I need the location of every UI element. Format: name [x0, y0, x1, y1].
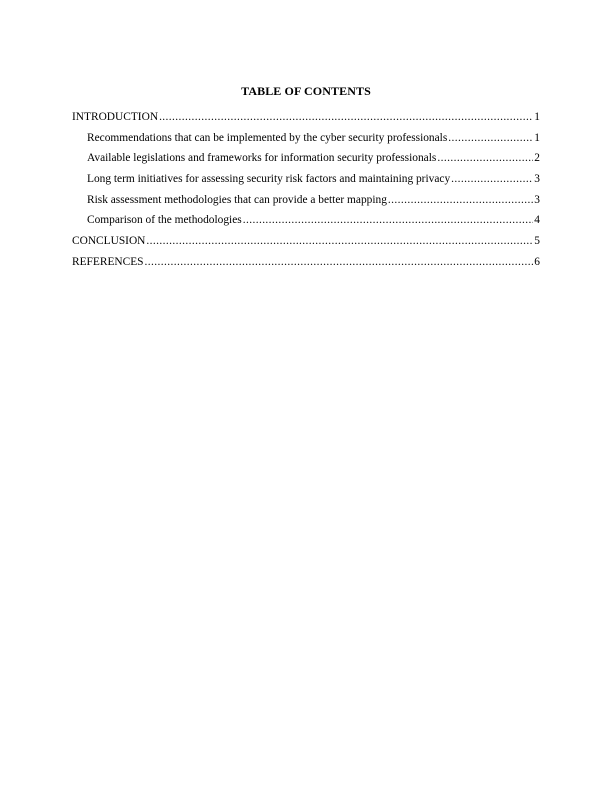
toc-dot-leader [243, 213, 534, 227]
toc-entry-recommendations[interactable] [72, 131, 540, 152]
toc-page-number: 2 [534, 152, 540, 165]
toc-entry-label: INTRODUCTION [72, 111, 159, 123]
toc-dot-leader [146, 234, 533, 248]
toc-dot-leader [437, 151, 533, 165]
toc-entry-introduction[interactable] [72, 110, 540, 131]
toc-entry-initiatives[interactable] [72, 172, 540, 193]
toc-dot-leader [159, 110, 533, 124]
toc-entry-label: Comparison of the methodologies [87, 214, 242, 227]
toc-entry-label: Recommendations that can be implemented by the cyber security professionals [87, 131, 448, 144]
toc-entry-label: Long term initiatives for assessing security risk factors and maintaining privacy [87, 173, 451, 186]
toc-dot-leader [145, 255, 534, 269]
toc-entry-risk-assessment[interactable] [72, 193, 540, 214]
toc-entry-label: CONCLUSION [72, 235, 146, 248]
toc-page-number: 3 [534, 193, 540, 206]
toc-entry-comparison[interactable] [72, 213, 540, 234]
toc-page-number: 6 [534, 255, 540, 268]
toc-entry-label: Available legislations and frameworks for information security professionals [87, 152, 437, 165]
toc-entry-legislations[interactable] [72, 151, 540, 172]
toc-entry-references[interactable] [72, 255, 540, 276]
toc-list [72, 110, 540, 276]
toc-entry-label: Risk assessment methodologies that can provide a better mapping [87, 193, 387, 206]
toc-page-number: 5 [534, 235, 540, 248]
toc-page-number: 4 [534, 214, 540, 227]
toc-dot-leader [448, 131, 533, 145]
toc-page-number: 3 [534, 173, 540, 186]
toc-entry-conclusion[interactable] [72, 234, 540, 255]
toc-page-number: 1 [534, 111, 540, 123]
toc-dot-leader [451, 172, 533, 186]
toc-page-number: 1 [534, 131, 540, 144]
toc-title: TABLE OF CONTENTS [241, 84, 371, 98]
toc-entry-label: REFERENCES [72, 255, 144, 268]
toc-dot-leader [388, 193, 533, 207]
